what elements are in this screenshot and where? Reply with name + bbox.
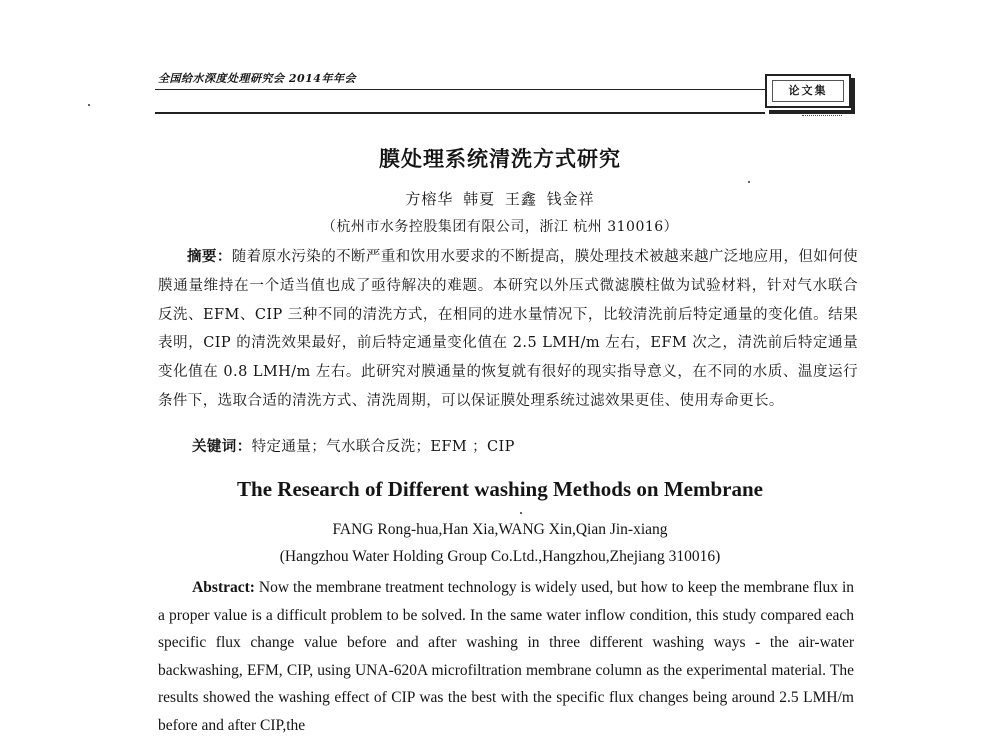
running-head: 全国给水深度处理研究会 2014年年会 bbox=[158, 72, 356, 85]
scan-speck bbox=[748, 181, 750, 183]
chinese-keywords-label: 关键词： bbox=[192, 439, 252, 455]
section-tag-label: 论文集 bbox=[772, 80, 844, 102]
chinese-abstract-text: 随着原水污染的不断严重和饮用水要求的不断提高，膜处理技术被越来越广泛地应用，但如何使膜通量维持在一个适当值也成了亟待解决的难题。本研究以外压式微滤膜柱做为试验材料，针对气水联合反洗、EFM、CIP 三种不同的清洗方式，在相同的进水量情况下，比较清洗前后特定通量的变化值。结果表明，CIP 的清洗效果最好，前后特定通量变化值在 2.5 LMH/m 左右，EFM 次之，清洗前后特定通量变化值在 0.8 LMH/m 左右。此研究对膜通量的恢复就有很好的现实指导意义，在不同的水质、温度运行条件下，选取合适的清洗方式、清洗周期，可以保证膜处理系统过滤效果更佳、使用寿命更长。 bbox=[158, 249, 858, 409]
english-title: The Research of Different washing Methods on Membrane bbox=[237, 477, 763, 501]
scan-speck bbox=[520, 512, 522, 514]
english-affiliation: (Hangzhou Water Holding Group Co.Ltd.,Hangzhou,Zhejiang 310016) bbox=[279, 548, 721, 565]
english-abstract-text: Now the membrane treatment technology is widely used, but how to keep the membrane flux in a proper value is a difficult problem to be solved. In the same water inflow condition, this study compared each specific flux change value before and after washing in three different washing ways - the air-water backwashing, EFM, CIP, using UNA-620A microfiltration membrane column as the experimental material. The results showed the washing effect of CIP was the best with the specific flux changes being around 2.5 LMH/m before and after CIP,the bbox=[158, 579, 854, 734]
english-abstract-label: Abstract: bbox=[192, 579, 255, 596]
chinese-abstract bbox=[158, 243, 858, 416]
chinese-affiliation: （杭州市水务控股集团有限公司，浙江 杭州 310016） bbox=[321, 219, 679, 235]
chinese-keywords-text: 特定通量；气水联合反洗；EFM ；CIP bbox=[251, 439, 515, 455]
english-authors: FANG Rong-hua,Han Xia,WANG Xin,Qian Jin-xiang bbox=[332, 521, 668, 538]
chinese-authors: 方榕华 韩夏 王鑫 钱金祥 bbox=[405, 190, 595, 208]
header-rule-thin bbox=[155, 89, 765, 90]
english-abstract bbox=[158, 574, 854, 740]
header-rule-thick bbox=[155, 112, 765, 114]
header-dotted-rule bbox=[802, 115, 842, 116]
chinese-keywords bbox=[192, 435, 515, 456]
chinese-abstract-label: 摘要： bbox=[187, 249, 232, 265]
chinese-title: 膜处理系统清洗方式研究 bbox=[379, 147, 621, 171]
scan-speck bbox=[88, 104, 90, 106]
